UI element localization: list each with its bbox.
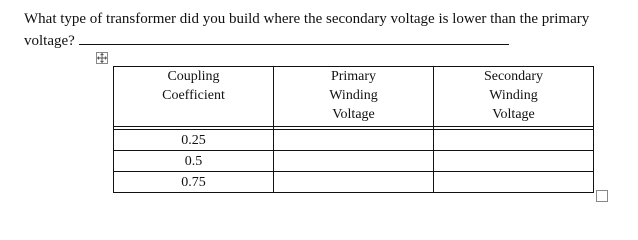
data-table — [113, 66, 594, 193]
header-line: Voltage — [332, 107, 375, 122]
table-move-handle-icon[interactable] — [96, 52, 108, 64]
answer-line[interactable] — [79, 30, 509, 45]
table-cell-primary-voltage[interactable] — [274, 151, 434, 172]
table-row — [114, 172, 594, 193]
table-cell-coefficient[interactable]: 0.5 — [114, 151, 274, 172]
header-line: Coupling — [167, 69, 220, 84]
table-cell-coefficient[interactable]: 0.75 — [114, 172, 274, 193]
header-line: Primary — [330, 69, 377, 84]
header-line: Coefficient — [162, 88, 225, 103]
header-coupling-coefficient[interactable] — [114, 67, 274, 127]
table-row — [114, 151, 594, 172]
header-secondary-winding-voltage[interactable] — [434, 67, 594, 127]
header-line: Winding — [489, 88, 538, 103]
header-primary-winding-voltage[interactable] — [274, 67, 434, 127]
table-cell-secondary-voltage[interactable] — [434, 151, 594, 172]
table-cell-secondary-voltage[interactable] — [434, 172, 594, 193]
question-text — [24, 8, 624, 52]
table-resize-handle-icon[interactable] — [596, 190, 608, 202]
header-line: Winding — [329, 88, 378, 103]
question-label: What type of transformer did you build where the secondary voltage is lower than the primary voltage? — [24, 11, 590, 49]
header-row — [114, 67, 594, 127]
table-cell-coefficient[interactable]: 0.25 — [114, 130, 274, 151]
table-cell-primary-voltage[interactable] — [274, 130, 434, 151]
header-line: Secondary — [483, 69, 544, 84]
table-cell-secondary-voltage[interactable] — [434, 130, 594, 151]
table-cell-primary-voltage[interactable] — [274, 172, 434, 193]
table-row — [114, 130, 594, 151]
header-line: Voltage — [492, 107, 535, 122]
